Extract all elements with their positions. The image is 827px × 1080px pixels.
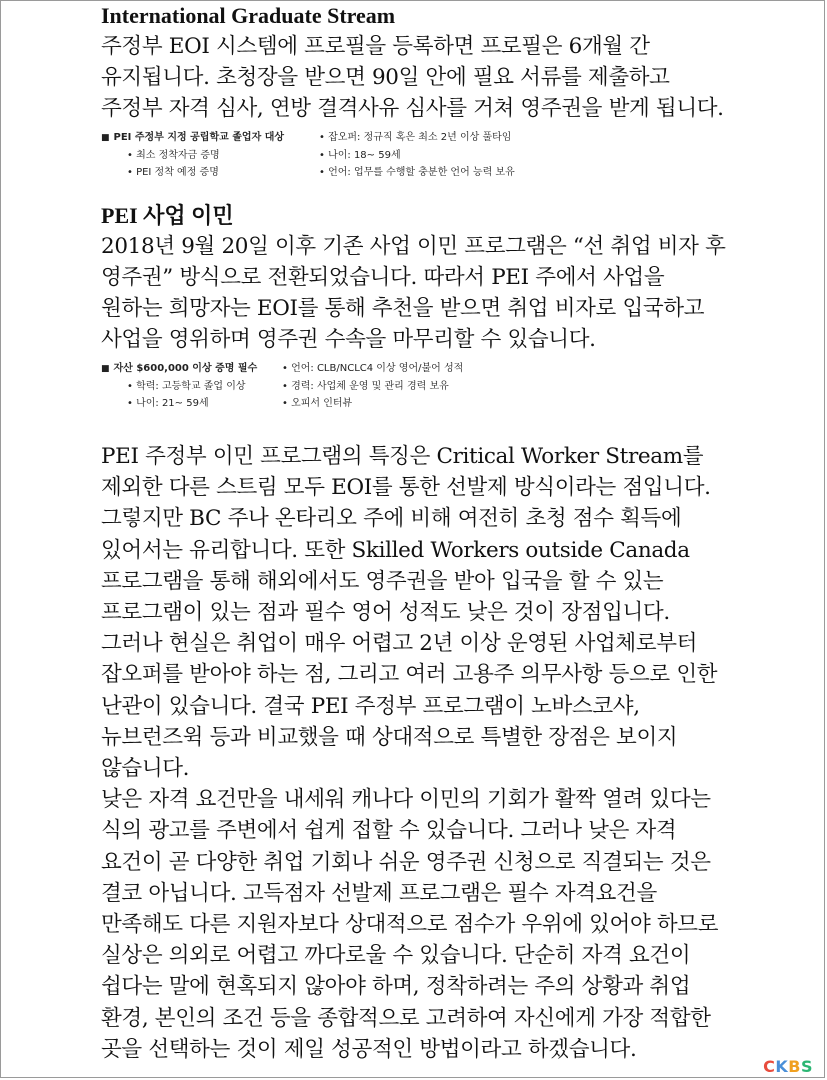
section-title: PEI 사업 이민	[101, 203, 234, 228]
section-paragraph: 2018년 9월 20일 이후 기존 사업 이민 프로그램은 “선 취업 비자 후 영주권” 방식으로 전환되었습니다. 따라서 PEI 주에서 사업을 원하는 희망자는 EOI를 통해 추천을 받으면 취업 비자로 입국하고 사업을 영위하며 영주권 수속을 마무리할 수 있습니다.	[101, 234, 726, 352]
requirement-lead: ■ PEI 주정부 지정 공립학교 졸업자 대상	[101, 132, 285, 143]
requirement-lead: ■ 자산 $600,000 이상 증명 필수	[101, 363, 258, 374]
square-bullet-icon: ■	[101, 364, 110, 374]
requirement-item: • 학력: 고등학교 졸업 이상	[101, 378, 282, 395]
requirement-item: • 오피서 인터뷰	[282, 395, 731, 412]
requirement-item: • PEI 정착 예정 증명	[101, 164, 319, 181]
requirements-list	[101, 360, 731, 412]
body-text	[101, 441, 731, 1065]
requirement-item: • 최소 정착자금 증명	[101, 147, 319, 164]
body-paragraph: 낮은 자격 요건만을 내세워 캐나다 이민의 기회가 활짝 열려 있다는 식의 광고를 주변에서 쉽게 접할 수 있습니다. 그러나 낮은 자격 요건이 곧 다양한 취업 기회나 쉬운 영주권 신청으로 직결되는 것은 결코 아닙니다. 고득점자 선발제 프로그램은 필수 자격요건을 만족해도 다른 지원자보다 상대적으로 점수가 우위에 있어야 하므로 실상은 의외로 어렵고 까다로울 수 있습니다. 단순히 자격 요건이 쉽다는 말에 현혹되지 않아야 하며, 정착하려는 주의 상황과 취업 환경, 본인의 조건 등을 종합적으로 고려하여 자신에게 가장 적합한 곳을 선택하는 것이 제일 성공적인 방법이라고 하겠습니다.	[101, 787, 719, 1062]
square-bullet-icon: ■	[101, 133, 110, 143]
requirement-item: • 경력: 사업체 운영 및 관리 경력 보유	[282, 378, 731, 395]
requirement-item: • 나이: 18~ 59세	[319, 147, 731, 164]
requirement-item: • 언어: CLB/NCLC4 이상 영어/불어 성적	[282, 360, 731, 378]
requirement-item: • 언어: 업무를 수행할 충분한 언어 능력 보유	[319, 164, 731, 181]
requirements-list	[101, 129, 731, 181]
section-international-graduate	[101, 0, 731, 181]
article	[101, 0, 731, 1062]
kbs-logo: CKBS	[763, 1057, 813, 1076]
body-paragraph: PEI 주정부 이민 프로그램의 특징은 Critical Worker Stream를 제외한 다른 스트림 모두 EOI를 통한 선발제 방식이라는 점입니다. 그렇지만 BC 주나 온타리오 주에 비해 여전히 초청 점수 획득에 있어서는 유리합니다. 또한 Skilled Workers outside Canada 프로그램을 통해 해외에서도 영주권을 받아 입국을 할 수 있는 프로그램이 있는 점과 필수 영어 성적도 낮은 것이 장점입니다. 그러나 현실은 취업이 매우 어렵고 2년 이상 운영된 사업체로부터 잡오퍼를 받아야 하는 점, 그리고 여러 고용주 의무사항 등으로 인한 난관이 있습니다. 결국 PEI 주정부 프로그램이 노바스코샤, 뉴브런즈윅 등과 비교했을 때 상대적으로 특별한 장점은 보이지 않습니다.	[101, 444, 718, 782]
requirement-item: • 잡오퍼: 정규직 혹은 최소 2년 이상 풀타임	[319, 129, 731, 147]
section-paragraph: 주정부 EOI 시스템에 프로필을 등록하면 프로필은 6개월 간 유지됩니다. 초청장을 받으면 90일 안에 필요 서류를 제출하고 주정부 자격 심사, 연방 결격사유 심사를 거쳐 영주권을 받게 됩니다.	[101, 34, 724, 121]
section-business-immigration	[101, 201, 731, 412]
requirement-item: • 나이: 21~ 59세	[101, 395, 282, 412]
section-title: International Graduate Stream	[101, 3, 396, 28]
